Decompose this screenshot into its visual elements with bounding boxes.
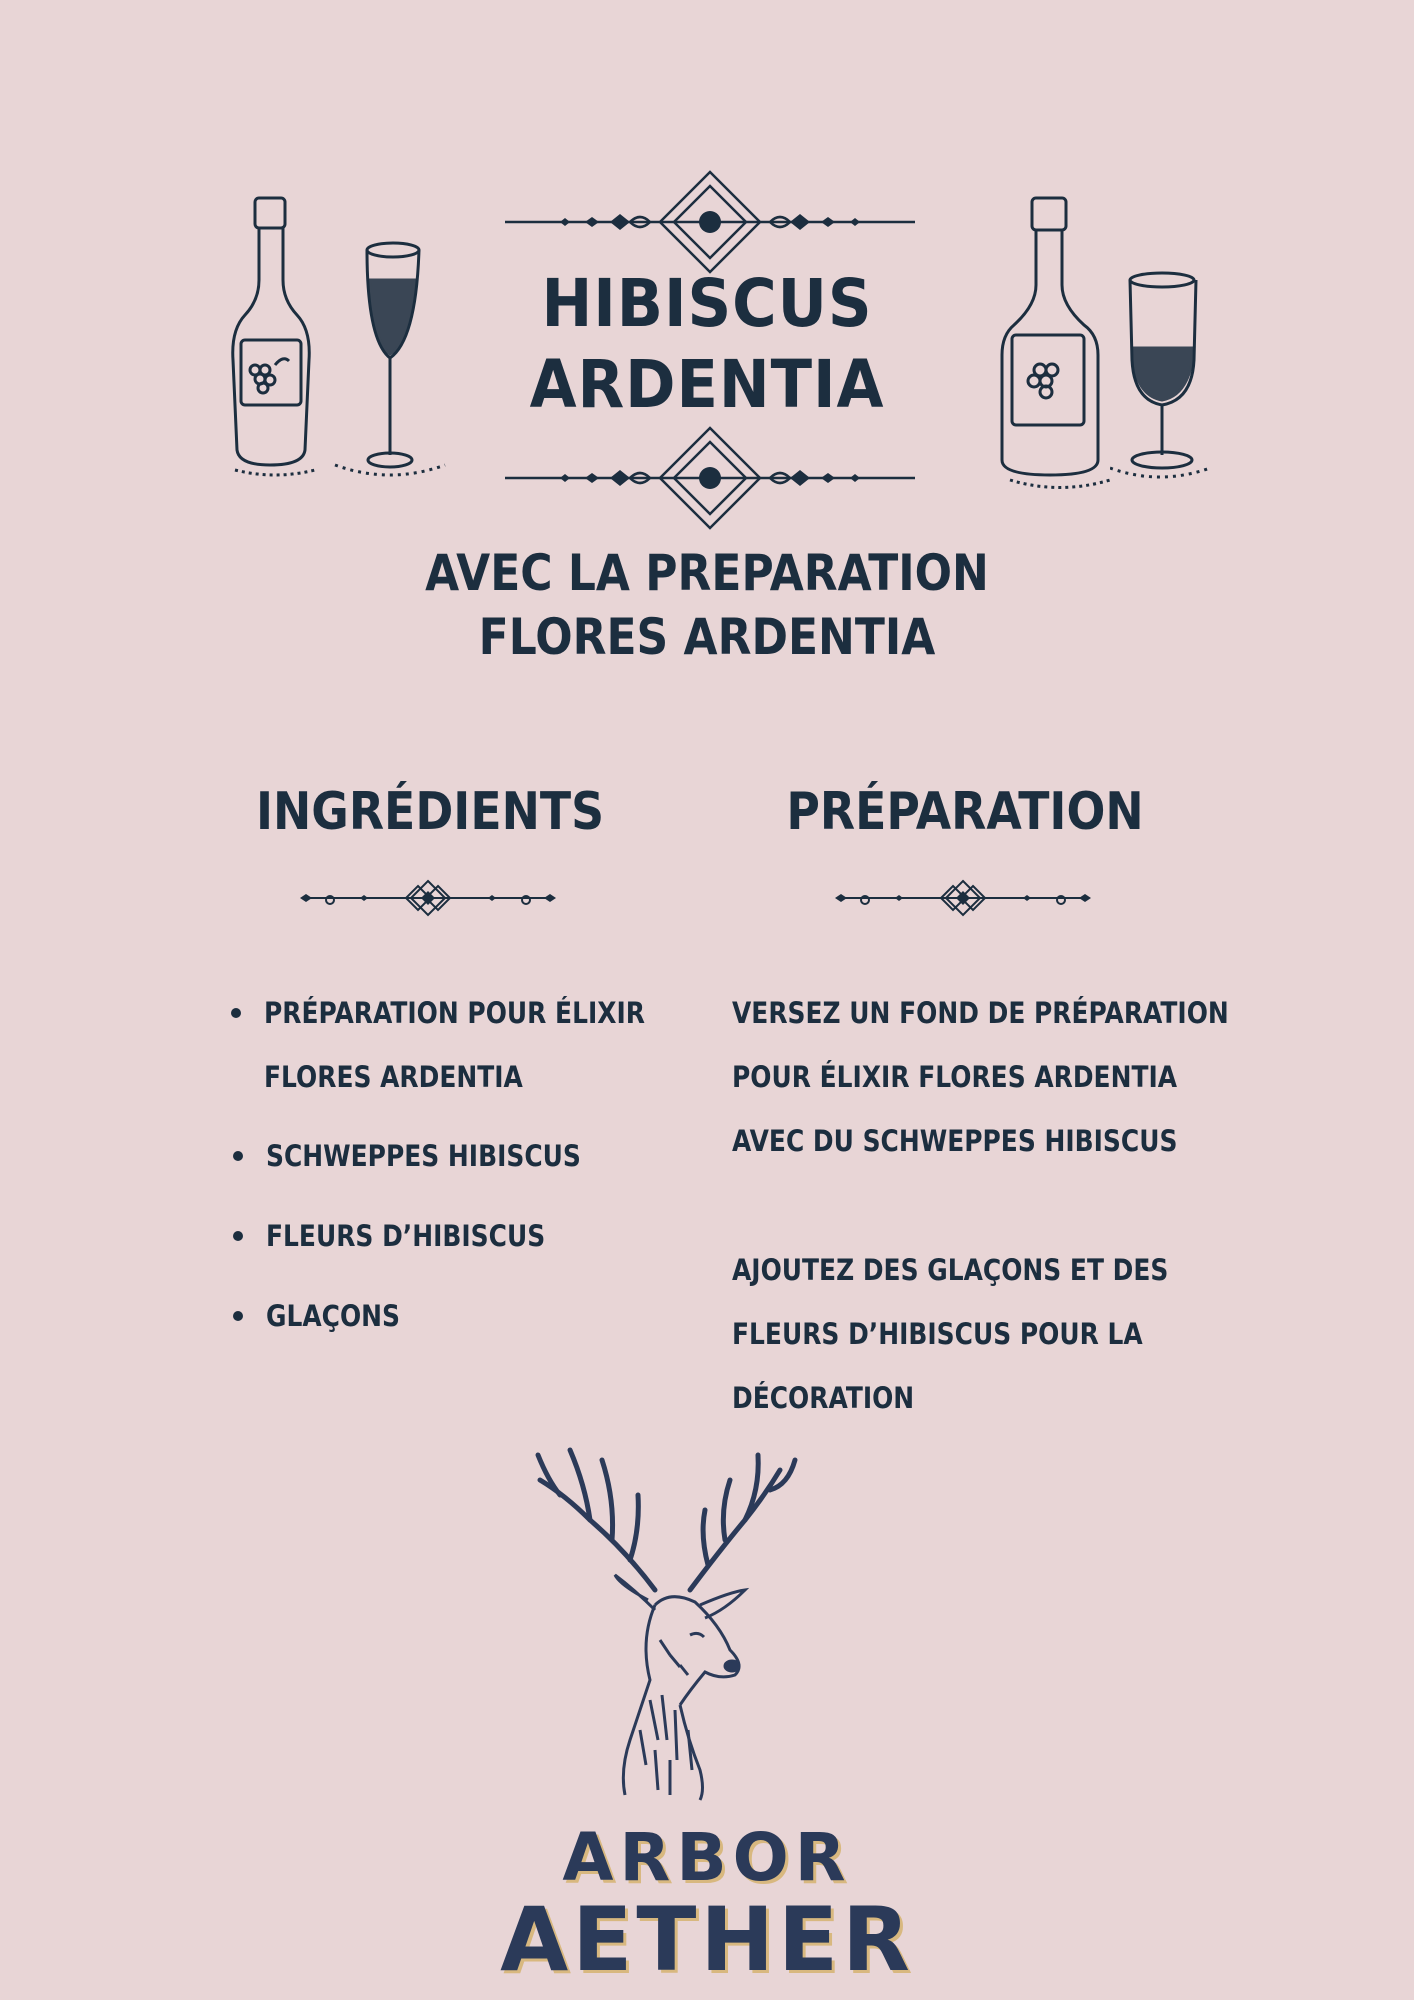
subtitle-line2: FLORES ARDENTIA [478, 608, 936, 666]
bullet-dot [233, 1231, 243, 1241]
preparation-step-2-line2: FLEURS D’HIBISCUS POUR LA [732, 1317, 1143, 1351]
preparation-heading: PRÉPARATION [786, 782, 1144, 842]
page-title-line2: ARDENTIA [529, 346, 885, 423]
preparation-step-2-line1: AJOUTEZ DES GLAÇONS ET DES [732, 1253, 1169, 1287]
bullet-dot [233, 1311, 243, 1321]
preparation-step-1-line2: POUR ÉLIXIR FLORES ARDENTIA [732, 1060, 1178, 1094]
ingredients-divider-icon [300, 878, 556, 918]
ingredient-item-1-line2: FLORES ARDENTIA [264, 1060, 523, 1094]
preparation-divider-icon [835, 878, 1091, 918]
ingredient-item-1-line1: PRÉPARATION POUR ÉLIXIR [264, 996, 645, 1030]
subtitle-line1: AVEC LA PREPARATION [425, 544, 989, 602]
bottom-ornament-divider-icon [500, 424, 920, 532]
bullet-dot [231, 1008, 241, 1018]
stag-head-icon [530, 1440, 810, 1810]
preparation-step-1-line1: VERSEZ UN FOND DE PRÉPARATION [732, 996, 1229, 1030]
bullet-dot [233, 1151, 243, 1161]
top-ornament-divider-icon [500, 168, 920, 276]
ingredients-heading: INGRÉDIENTS [255, 782, 605, 842]
brand-name-line1: ARBOR [562, 1819, 852, 1896]
ingredient-item-3: FLEURS D’HIBISCUS [266, 1219, 546, 1253]
preparation-step-1-line3: AVEC DU SCHWEPPES HIBISCUS [732, 1124, 1178, 1158]
page-title-line1: HIBISCUS [541, 265, 873, 342]
preparation-step-2-line3: DÉCORATION [732, 1381, 915, 1415]
ingredient-item-2: SCHWEPPES HIBISCUS [266, 1139, 581, 1173]
brand-name-line2: AETHER [500, 1888, 914, 1991]
ingredient-item-4: GLAÇONS [266, 1299, 401, 1333]
